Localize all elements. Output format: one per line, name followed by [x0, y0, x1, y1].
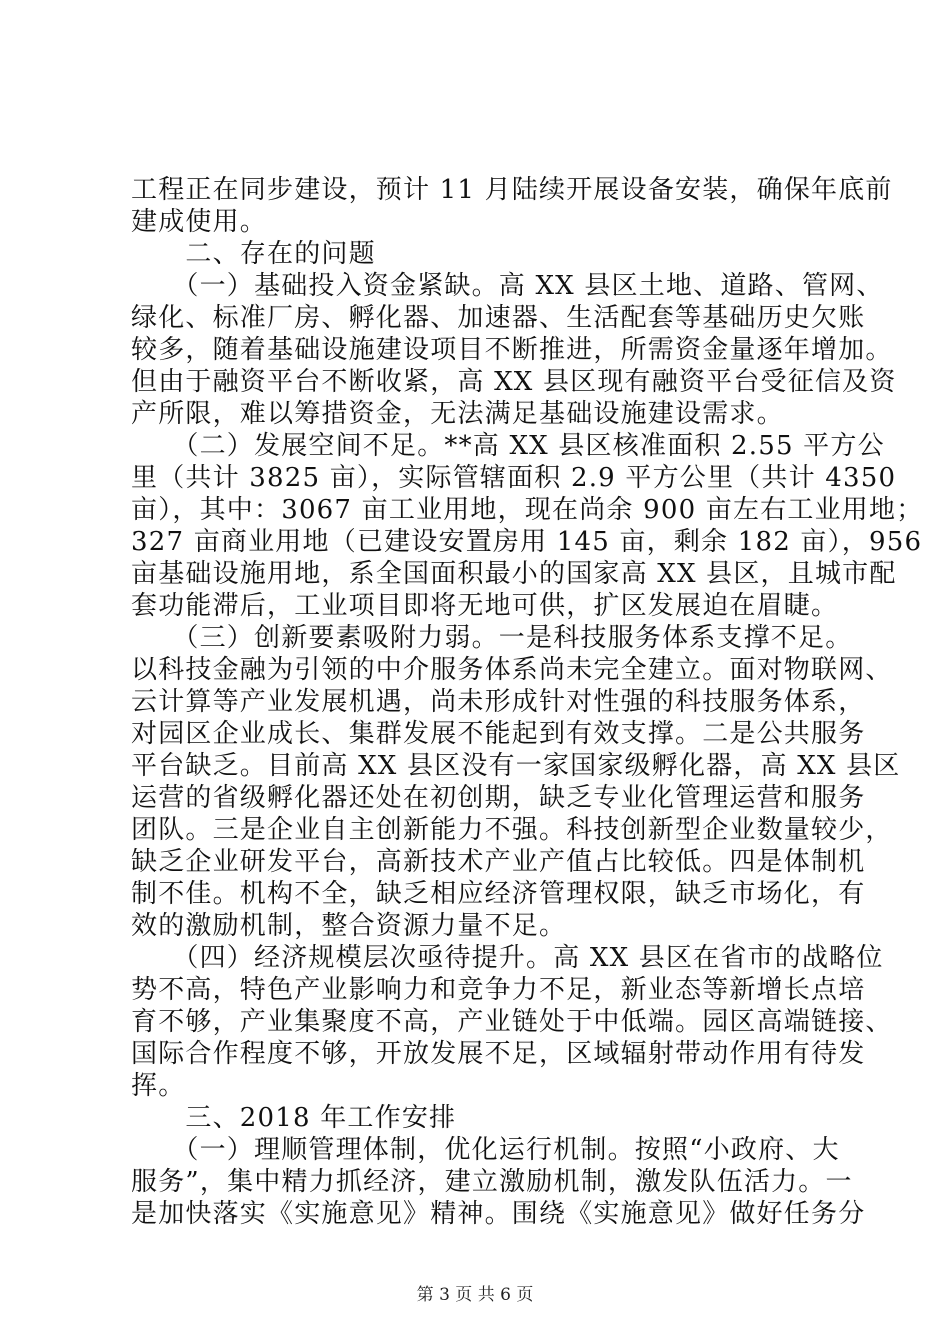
text-line: 缺乏企业研发平台，高新技术产业产值占比较低。四是体制机 [131, 847, 866, 877]
text-line: 制不佳。机构不全，缺乏相应经济管理权限，缺乏市场化，有 [131, 879, 866, 909]
text-line: 是加快落实《实施意见》精神。围绕《实施意见》做好任务分 [131, 1199, 866, 1229]
text-line: （三）创新要素吸附力弱。一是科技服务体系支撑不足。 [131, 623, 853, 653]
text-line: 平台缺乏。目前高 XX 县区没有一家国家级孵化器，高 XX 县区 [131, 751, 901, 781]
text-line: 绿化、标准厂房、孵化器、加速器、生活配套等基础历史欠账 [131, 303, 866, 333]
text-line: 建成使用。 [131, 207, 268, 237]
text-line: 效的激励机制，整合资源力量不足。 [131, 911, 567, 941]
text-line: 国际合作程度不够，开放发展不足，区域辐射带动作用有待发 [131, 1039, 866, 1069]
text-line: 以科技金融为引领的中介服务体系尚未完全建立。面对物联网、 [131, 655, 893, 685]
text-line: 挥。 [131, 1071, 186, 1101]
text-line: 云计算等产业发展机遇，尚未形成针对性强的科技服务体系， [131, 687, 866, 717]
text-line: 较多，随着基础设施建设项目不断推进，所需资金量逐年增加。 [131, 335, 893, 365]
text-line: （一）基础投入资金紧缺。高 XX 县区土地、道路、管网、 [131, 271, 884, 301]
text-line: （一）理顺管理体制，优化运行机制。按照“小政府、大 [131, 1135, 840, 1165]
text-line: 工程正在同步建设，预计 11 月陆续开展设备安装，确保年底前 [131, 175, 893, 205]
text-line: 但由于融资平台不断收紧，高 XX 县区现有融资平台受征信及资 [131, 367, 897, 397]
text-line: 势不高，特色产业影响力和竞争力不足，新业态等新增长点培 [131, 975, 866, 1005]
page-number-footer: 第 3 页 共 6 页 [416, 1285, 534, 1305]
text-line: 对园区企业成长、集群发展不能起到有效支撑。二是公共服务 [131, 719, 866, 749]
text-line: 亩基础设施用地，系全国面积最小的国家高 XX 县区，且城市配 [131, 559, 897, 589]
text-line: 团队。三是企业自主创新能力不强。科技创新型企业数量较少， [131, 815, 893, 845]
text-line: 里（共计 3825 亩），实际管辖面积 2.9 平方公里（共计 4350 [131, 463, 897, 493]
text-line: 产所限，难以筹措资金，无法满足基础设施建设需求。 [131, 399, 784, 429]
text-line: 运营的省级孵化器还处在初创期，缺乏专业化管理运营和服务 [131, 783, 866, 813]
text-line: 亩），其中：3067 亩工业用地，现在尚余 900 亩左右工业用地； [131, 495, 924, 525]
text-line: 套功能滞后，工业项目即将无地可供，扩区发展迫在眉睫。 [131, 591, 839, 621]
text-line: （四）经济规模层次亟待提升。高 XX 县区在省市的战略位 [131, 943, 884, 973]
section-heading: 二、存在的问题 [131, 239, 376, 269]
text-line: 服务”，集中精力抓经济，建立激励机制，激发队伍活力。一 [131, 1167, 853, 1197]
text-line: 育不够，产业集聚度不高，产业链处于中低端。园区高端链接、 [131, 1007, 893, 1037]
text-line: 327 亩商业用地（已建设安置房用 145 亩，剩余 182 亩），956 [131, 527, 923, 557]
section-heading: 三、2018 年工作安排 [131, 1103, 457, 1133]
text-line: （二）发展空间不足。**高 XX 县区核准面积 2.55 平方公 [131, 431, 885, 461]
